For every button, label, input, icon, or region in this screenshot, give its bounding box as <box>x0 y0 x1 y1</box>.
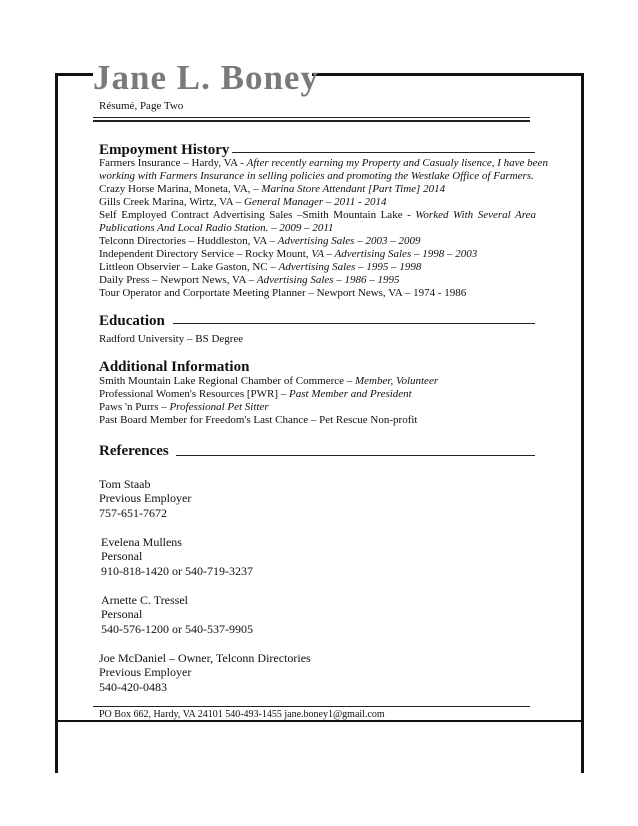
employment-heading-rule <box>232 152 535 153</box>
references-heading-rule <box>176 455 535 456</box>
additional-info-line: Paws 'n Purrs – Professional Pet Sitter <box>99 401 269 413</box>
frame-top-right-border <box>312 73 584 76</box>
reference-relation: Previous Employer <box>99 491 192 505</box>
employment-line: Crazy Horse Marina, Moneta, VA, – Marina Store Attendant [Part Time] 2014 <box>99 183 446 195</box>
reference-relation: Personal <box>101 607 143 621</box>
reference-name: Tom Staab <box>99 477 151 491</box>
employment-line: Gills Creek Marina, Wirtz, VA – General Manager – 2011 - 2014 <box>99 196 387 208</box>
resume-subtitle: Résumé, Page Two <box>99 100 184 112</box>
reference-name: Arnette C. Tressel <box>101 593 188 607</box>
footer-divider <box>93 706 530 707</box>
employment-line: working with Farmers Insurance in selling policies and promoting the Westlake Office of Farmers. <box>99 170 534 182</box>
additional-info-list <box>99 375 536 427</box>
footer-frame-divider <box>55 720 584 722</box>
employment-line: Independent Directory Service – Rocky Mount, VA – Advertising Sales – 1998 – 2003 <box>99 248 478 260</box>
frame-left-border <box>55 73 58 773</box>
employment-line: Littleon Observier – Lake Gaston, NC – Advertising Sales – 1995 – 1998 <box>99 261 422 273</box>
footer-contact: PO Box 662, Hardy, VA 24101 540-493-1455 jane.boney1@gmail.com <box>99 709 385 720</box>
education-heading-rule <box>173 323 535 324</box>
references-heading: References <box>99 443 169 459</box>
reference-phone: 910-818-1420 or 540-719-3237 <box>101 564 253 578</box>
employment-line: Tour Operator and Corportate Meeting Planner – Newport News, VA – 1974 - 1986 <box>99 287 467 299</box>
reference-relation: Previous Employer <box>99 665 192 679</box>
employment-line: Publications And Local Radio Station. – 2009 – 2011 <box>99 222 334 234</box>
employment-line: Telconn Directories – Huddleston, VA – Advertising Sales – 2003 – 2009 <box>99 235 421 247</box>
employment-heading: Empoyment History <box>99 142 230 158</box>
reference-relation: Personal <box>101 549 143 563</box>
reference-name: Joe McDaniel – Owner, Telconn Directories <box>99 651 311 665</box>
header-divider <box>93 117 530 118</box>
frame-top-left-border <box>55 73 93 76</box>
reference-name: Evelena Mullens <box>101 535 182 549</box>
employment-line: Self Employed Contract Advertising Sales –Smith Mountain Lake - Worked With Several Area <box>99 209 536 221</box>
resume-name: Jane L. Boney <box>93 58 319 97</box>
reference-phone: 757-651-7672 <box>99 506 167 520</box>
education-heading: Education <box>99 313 165 329</box>
header-divider-thick <box>93 120 530 122</box>
employment-list <box>99 157 548 300</box>
additional-info-line: Professional Women's Resources [PWR] – Past Member and President <box>99 388 412 400</box>
additional-info-line: Past Board Member for Freedom's Last Chance – Pet Rescue Non-profit <box>99 414 418 426</box>
additional-info-line: Smith Mountain Lake Regional Chamber of Commerce – Member, Volunteer <box>99 375 439 387</box>
employment-line: Daily Press – Newport News, VA – Advertising Sales – 1986 – 1995 <box>99 274 400 286</box>
education-line: Radford University – BS Degree <box>99 333 244 345</box>
education-list <box>99 333 536 346</box>
additional-info-heading: Additional Information <box>99 359 250 375</box>
employment-line: Farmers Insurance – Hardy, VA - After recently earning my Property and Casualy lisence, I have been <box>99 157 548 169</box>
reference-phone: 540-420-0483 <box>99 680 167 694</box>
frame-right-border <box>581 73 584 773</box>
reference-phone: 540-576-1200 or 540-537-9905 <box>101 622 253 636</box>
